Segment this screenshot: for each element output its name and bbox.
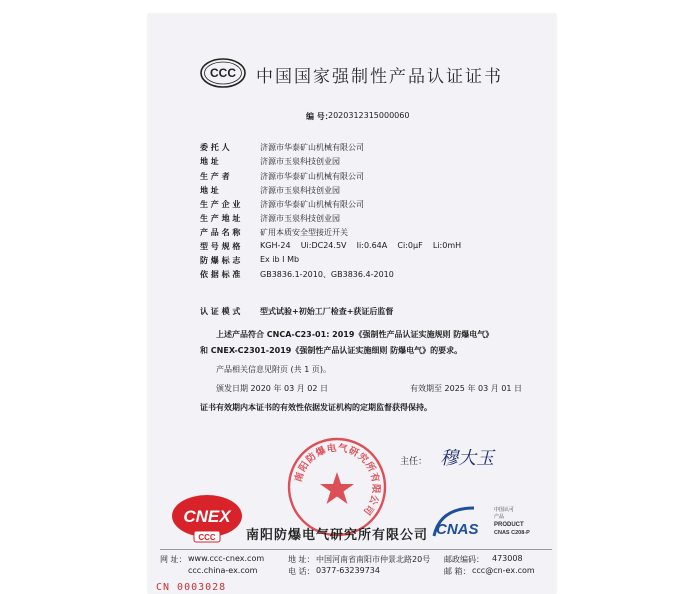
ccc-logo-icon [200,58,246,88]
footer-divider [160,549,552,550]
ccc-logo-text: CCC [210,66,236,80]
row-label-standards: 依 据 标 准 [200,270,241,279]
organization-name: 南阳防爆电气研究所有限公司 [246,528,429,543]
row-value-factory-address: 济源市玉泉科技创业园 [260,214,340,223]
cnas-product: PRODUCT [494,522,524,528]
row-value-producer-address: 济源市玉泉科技创业园 [260,186,340,195]
certification-mode-value: 型式试验+初始工厂检查+获证后监督 [260,307,394,316]
footer-web-2[interactable]: ccc.china-ex.com [188,566,258,575]
row-value-ex-mark: Ex ib I Mb [260,255,300,264]
director-label: 主任： [400,457,428,467]
cnas-code: CNAS C208-P [494,530,530,536]
footer-web-label: 网 址： [160,555,187,564]
row-label-factory: 生 产 企 业 [200,200,241,209]
conformity-line-2: 和 CNEX-C2301-2019《强制性产品认证实施细则 防爆电气》的要求。 [200,346,463,355]
cnas-top2: 产品 [494,514,505,520]
issue-date: 颁发日期 2020 年 03 月 02 日 [216,384,328,393]
row-label-client: 委 托 人 [200,143,230,152]
attachment-pages: 产品相关信息见附页 (共 1 页)。 [216,365,331,374]
row-value-standards: GB3836.1-2010、GB3836.4-2010 [260,270,394,279]
certificate-number-label: 编 号： [306,112,333,121]
row-value-model: KGH-24 Ui:DC24.5V Ii:0.64A Ci:0μF Li:0mH [260,241,462,250]
row-value-client-address: 济源市玉泉科技创业园 [260,157,340,166]
row-value-client: 济源市华泰矿山机械有限公司 [260,143,364,152]
row-value-producer: 济源市华泰矿山机械有限公司 [260,172,364,181]
official-seal-icon [286,436,388,538]
row-value-product-name: 矿用本质安全型接近开关 [260,228,348,237]
row-label-producer: 生 产 者 [200,172,230,181]
conformity-line-1: 上述产品符合 CNCA-C23-01: 2019《强制性产品认证实施规则 防爆电气》 [216,330,494,339]
director-signature: 穆大玉 [440,448,494,469]
row-value-factory: 济源市华泰矿山机械有限公司 [260,200,364,209]
footer-tel: 0377-63239734 [316,566,380,575]
row-label-ex-mark: 防 爆 标 志 [200,256,241,265]
footer-tel-label: 电 话： [288,567,315,576]
cnex-logo-icon [170,492,244,544]
row-label-producer-address: 地 址 [200,186,219,195]
footer-address-label: 地 址： [288,555,315,564]
row-label-client-address: 地 址 [200,157,219,166]
certification-mode-label: 认 证 模 式 [200,307,241,316]
footer-address: 中国河南省南阳市仲景北路20号 [316,555,431,564]
cnex-logo-subtext: CCC [198,533,216,542]
cnas-logo-icon [430,502,540,544]
footer-web-1[interactable]: www.ccc-cnex.com [188,554,265,563]
footer-email[interactable]: ccc@cn-ex.com [472,566,535,575]
row-label-product-name: 产 品 名 称 [200,228,241,237]
cnex-logo-text: CNEX [183,507,231,526]
certificate-number: 2020312315000060 [328,111,410,120]
footer-postcode-label: 邮政编码： [444,555,484,564]
certificate-paper [148,14,556,594]
row-label-model: 型 号 规 格 [200,242,241,251]
cnas-logo-text: CNAS [436,521,479,538]
certificate-serial: CN 0003028 [156,582,227,593]
footer-postcode: 473008 [492,554,523,563]
certificate-title: 中国国家强制性产品认证证书 [256,67,503,87]
validity-notice: 证书有效期内本证书的有效性依据发证机构的定期监督获得保持。 [200,403,432,412]
footer-email-label: 邮 箱： [444,567,471,576]
row-label-factory-address: 生 产 地 址 [200,214,241,223]
valid-until: 有效期至 2025 年 03 月 01 日 [410,384,522,393]
seal-ring-text: 南阳防爆电气研究所有限公司 [293,442,382,518]
cnas-top1: 中国认可 [494,507,515,513]
